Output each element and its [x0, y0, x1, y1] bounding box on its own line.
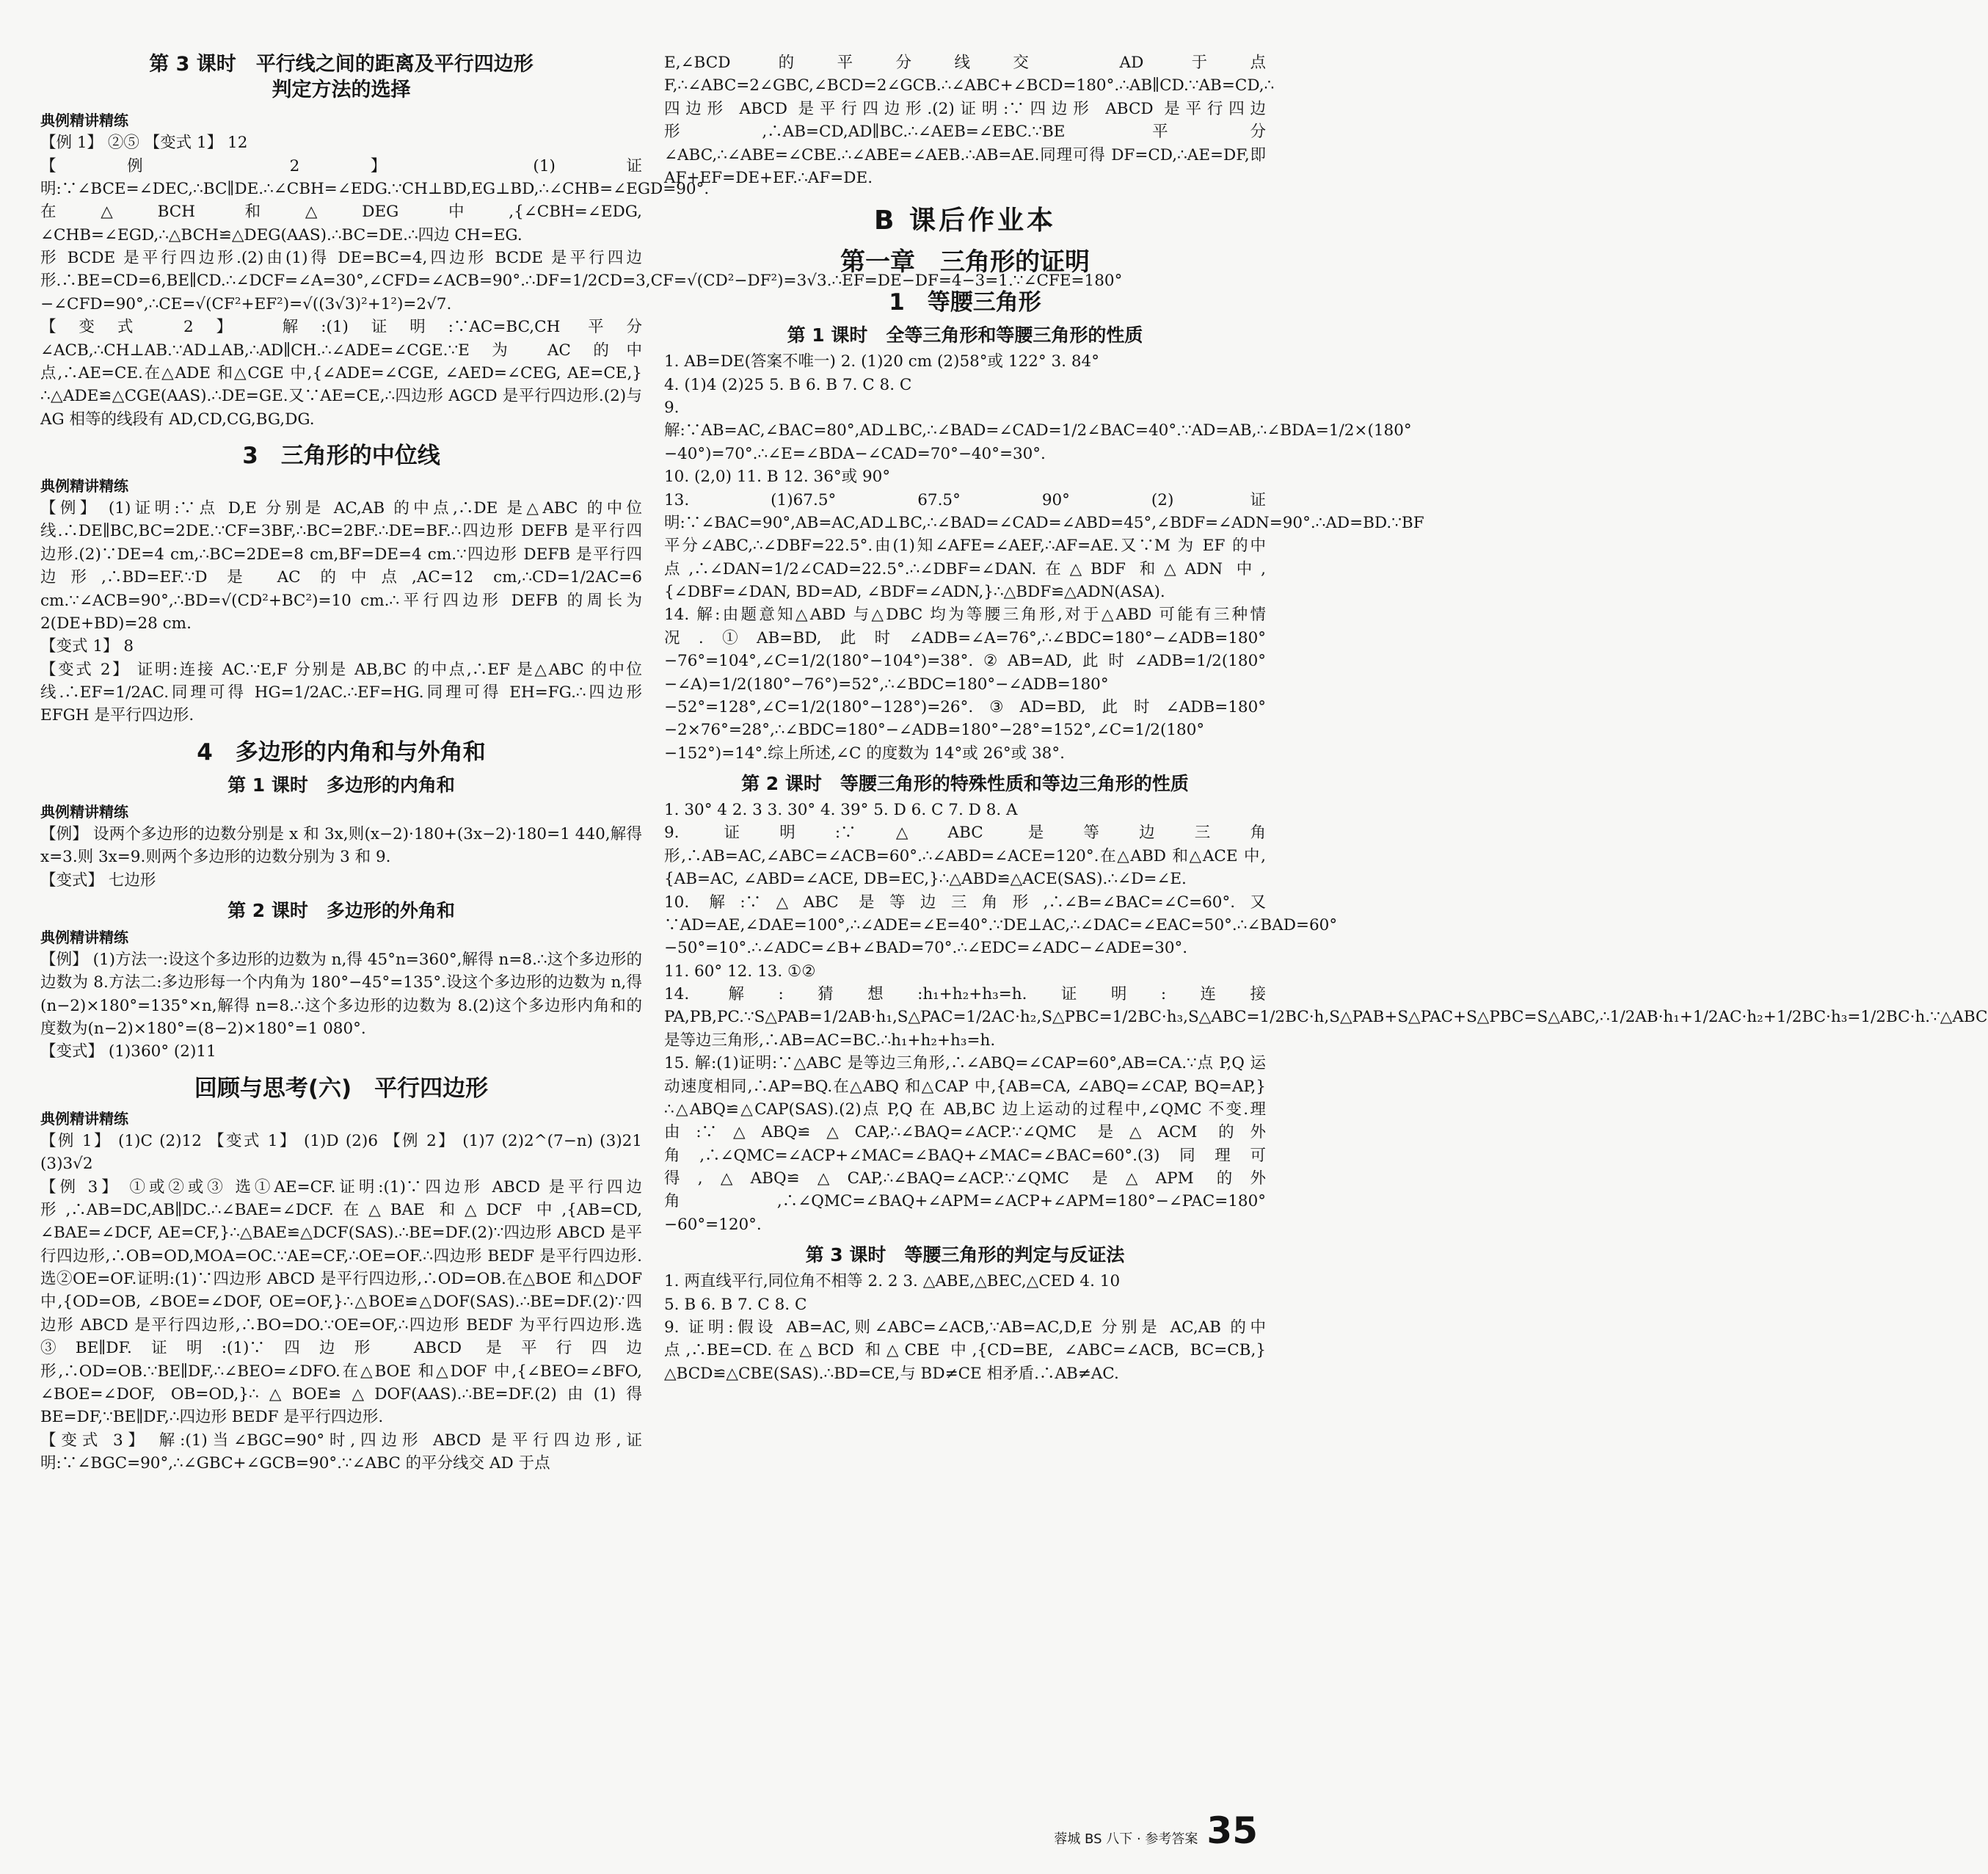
- answer-paragraph: 9. 证明:假设 AB=AC,则∠ABC=∠ACB,∵AB=AC,D,E 分别是 AC,AB 的中点,∴BE=CD.在△BCD 和△CBE 中,{CD=BE, ∠ABC=∠ACB, BC=CB,}△BCD≌△CBE(SAS).∴BD=CE,与 BD≠CE 相矛盾.∴AB≠AC.: [664, 1318, 1266, 1383]
- lesson-title: 第 1 课时 全等三角形和等腰三角形的性质: [787, 324, 1143, 346]
- answer-paragraph: 【变式 2】 证明:连接 AC.∵E,F 分别是 AB,BC 的中点,∴EF 是△ABC 的中位线.∴EF=1/2AC.同理可得 HG=1/2AC.∴EF=HG.同理可得 EH=FG.∴四边形 EFGH 是平行四边形.: [40, 660, 642, 725]
- lesson-title: 第 2 课时 等腰三角形的特殊性质和等边三角形的性质: [741, 773, 1189, 794]
- lesson-title: 第 1 课时 多边形的内角和: [227, 774, 455, 796]
- chapter-title: 第一章 三角形的证明: [840, 247, 1090, 277]
- section-title-isosceles: 1 等腰三角形: [889, 289, 1041, 316]
- subheading: 典例精讲精练: [40, 477, 128, 495]
- right-column: [664, 51, 1988, 1385]
- footer-label: 蓉城 BS 八下 · 参考答案: [1054, 1831, 1198, 1847]
- answer-line: 5. B 6. B 7. C 8. C: [664, 1295, 807, 1314]
- answer-paragraph: 【例】 (1)方法一:设这个多边形的边数为 n,得 45°n=360°,解得 n=8.∴这个多边形的边数为 8.方法二:多边形每一个内角为 180°−45°=135°.设这个多边形的边数为 n,得(n−2)×180°=135°×n,解得 n=8.∴这个多边形的边数为 8.(2)这个多边形内角和的度数为(n−2)×180°=(8−2)×180°=1 080°.: [40, 950, 642, 1039]
- answer-paragraph: 【例 2】 (1)证明:∵∠BCE=∠DEC,∴BC∥DE.∴∠CBH=∠EDG.∵CH⊥BD,EG⊥BD,∴∠CHB=∠EGD=90°.在△BCH 和△DEG 中,{∠CBH=∠EDG, ∠CHB=∠EGD,∴△BCH≌△DEG(AAS).∴BC=DE.∴四边 CH=EG.: [40, 156, 710, 244]
- homework-title: B 课后作业本: [874, 206, 1056, 236]
- subheading: 典例精讲精练: [40, 1109, 128, 1127]
- answer-paragraph: 形 BCDE 是平行四边形.(2)由(1)得 DE=BC=4,四边形 BCDE 是平行四边形.∴BE=CD=6,BE∥CD.∴∠DCF=∠A=30°,∠CFD=∠ACB=90°.∴DF=1/2CD=3,CF=√(CD²−DF²)=3√3.∴EF=DE−DF=4−3=1.∵∠CFE=180°−∠CFD=90°,∴CE=√(CF²+EF²)=√((3√3)²+1²)=2√7.: [40, 249, 1123, 313]
- answer-paragraph: 【变式】 (1)360° (2)11: [40, 1042, 216, 1061]
- answer-paragraph: 9. 证明:∵△ABC 是等边三角形,∴AB=AC,∠ABC=∠ACB=60°.∴∠ABD=∠ACE=120°.在△ABD 和△ACE 中,{AB=AC, ∠ABD=∠ACE, DB=EC,}∴△ABD≌△ACE(SAS).∴∠D=∠E.: [664, 824, 1266, 889]
- answer-paragraph: 14. 解:猜想:h₁+h₂+h₃=h.证明:连接 PA,PB,PC.∵S△PAB=1/2AB·h₁,S△PAC=1/2AC·h₂,S△PBC=1/2BC·h₃,S△ABC=1/2BC·h,S△PAB+S△PAC+S△PBC=S△ABC,∴1/2AB·h₁+1/2AC·h₂+1/2BC·h₃=1/2BC·h.∵△ABC 是等边三角形,∴AB=AC=BC.∴h₁+h₂+h₃=h.: [664, 985, 1988, 1050]
- section-title-midline: 3 三角形的中位线: [242, 443, 440, 470]
- answer-paragraph: 【变式】 七边形: [40, 871, 156, 890]
- answer-paragraph: 14. 解:由题意知△ABD 与△DBC 均为等腰三角形,对于△ABD 可能有三种情况.①AB=BD,此时∠ADB=∠A=76°,∴∠BDC=180°−∠ADB=180°−76°=104°,∠C=1/2(180°−104°)=38°.②AB=AD,此时∠ADB=1/2(180°−∠A)=1/2(180°−76°)=52°,∴∠BDC=180°−∠ADB=180°−52°=128°,∠C=1/2(180°−128°)=26°.③AD=BD,此时∠ADB=180°−2×76°=28°,∴∠BDC=180°−∠ADB=180°−28°=152°,∠C=1/2(180°−152°)=14°.综上所述,∠C 的度数为 14°或 26°或 38°.: [664, 606, 1266, 763]
- answer-paragraph: 【变式 3】 解:(1)当∠BGC=90°时,四边形 ABCD 是平行四边形,证明:∵∠BGC=90°,∴∠GBC+∠GCB=90°.∵∠ABC 的平分线交 AD 于点: [40, 1431, 642, 1473]
- section-title-polygon: 4 多边形的内角和与外角和: [197, 738, 486, 766]
- lesson-title: 第 3 课时 等腰三角形的判定与反证法: [805, 1244, 1125, 1266]
- subheading: 典例精讲精练: [40, 802, 128, 821]
- answer-paragraph: 【变式 2】 解:(1)证明:∵AC=BC,CH 平分∠ACB,∴CH⊥AB.∵AD⊥AB,∴AD∥CH.∴∠ADE=∠CGE.∵E 为 AC 的中点,∴AE=CE.在△ADE 和△CGE 中,{∠ADE=∠CGE, ∠AED=∠CEG, AE=CE,}∴△ADE≌△CGE(AAS).∴DE=GE.又∵AE=CE,∴四边形 AGCD 是平行四边形.(2)与 AG 相等的线段有 AD,CD,CG,BG,DG.: [40, 318, 642, 429]
- page-number: 35: [1206, 1809, 1258, 1852]
- answer-line: 10. (2,0) 11. B 12. 36°或 90°: [664, 468, 891, 487]
- answer-paragraph: E,∠BCD 的平分线交 AD 于点 F,∴∠ABC=2∠GBC,∠BCD=2∠GCB.∴∠ABC+∠BCD=180°.∴AB∥CD.∵AB=CD,∴四边形 ABCD 是平行四边形.(2)证明:∵四边形 ABCD 是平行四边形,∴AB=CD,AD∥BC.∴∠AEB=∠EBC.∵BE 平分∠ABC,∴∠ABE=∠CBE.∴∠ABE=∠AEB.∴AB=AE.同理可得 DF=CD,∴AE=DF,即 AF+EF=DE+EF.∴AF=DE.: [664, 54, 1275, 187]
- answer-line: 1. 两直线平行,同位角不相等 2. 2 3. △ABE,△BEC,△CED 4. 10: [664, 1272, 1121, 1291]
- answer-paragraph: 13. (1)67.5° 67.5° 90° (2)证明:∵∠BAC=90°,AB=AC,AD⊥BC,∴∠BAD=∠CAD=∠ABD=45°,∠BDF=∠ADN=90°.∴AD=BD.∵BF 平分∠ABC,∴∠DBF=22.5°.由(1)知∠AFE=∠AEF,∴AF=AE.又∵M 为 EF 的中点,∴∠DAN=1/2∠CAD=22.5°.∴∠DBF=∠DAN.在△BDF 和△ADN 中,{∠DBF=∠DAN, BD=AD, ∠BDF=∠ADN,}∴△BDF≌△ADN(ASA).: [664, 490, 1424, 601]
- answer-paragraph: 【例 1】 (1)C (2)12 【变式 1】 (1)D (2)6 【例 2】 (1)7 (2)2^(7−n) (3)21 (3)3√2: [40, 1131, 642, 1174]
- answer-line: 11. 60° 12. 13. ①②: [664, 962, 816, 981]
- answer-paragraph: 【例 3】 ①或②或③ 选①AE=CF.证明:(1)∵四边形 ABCD 是平行四边形,∴AB=DC,AB∥DC.∴∠BAE=∠DCF.在△BAE 和△DCF 中,{AB=CD, ∠BAE=∠DCF, AE=CF,}∴△BAE≌△DCF(SAS).∴BE=DF.(2)∵四边形 ABCD 是平行四边形,∴OB=OD,MOA=OC.∵AE=CF,∴OE=OF.∴四边形 BEDF 是平行四边形.选②OE=OF.证明:(1)∵四边形 ABCD 是平行四边形,∴OD=OB.在△BOE 和△DOF 中,{OD=OB, ∠BOE=∠DOF, OE=OF,}∴△BOE≌△DOF(SAS).∴BE=DF.(2)∵四边形 ABCD 是平行四边形,∴BO=DO.∵OE=OF,∴四边形 BEDF 为平行四边形.选③BE∥DF.证明:(1)∵四边形 ABCD 是平行四边形,∴OD=OB.∵BE∥DF,∴∠BEO=∠DFO.在△BOE 和△DOF 中,{∠BEO=∠BFO, ∠BOE=∠DOF, OB=OD,}∴△BOE≌△DOF(AAS).∴BE=DF.(2)由(1)得 BE=DF,∵BE∥DF,∴四边形 BEDF 是平行四边形.: [40, 1177, 642, 1427]
- answer-paragraph: 【例 1】 ②⑤ 【变式 1】 12: [40, 134, 248, 153]
- answer-line: 4. (1)4 (2)25 5. B 6. B 7. C 8. C: [664, 375, 912, 394]
- answer-paragraph: 15. 解:(1)证明:∵△ABC 是等边三角形,∴∠ABQ=∠CAP=60°,AB=CA.∵点 P,Q 运动速度相同,∴AP=BQ.在△ABQ 和△CAP 中,{AB=CA, ∠ABQ=∠CAP, BQ=AP,}∴△ABQ≌△CAP(SAS).(2)点 P,Q 在 AB,BC 边上运动的过程中,∠QMC 不变.理由:∵△ABQ≌△CAP,∴∠BAQ=∠ACP.∵∠QMC 是△ACM 的外角,∴∠QMC=∠ACP+∠MAC=∠BAQ+∠MAC=∠BAC=60°.(3)同理可得,△ABQ≌△CAP,∴∠BAQ=∠ACP.∵∠QMC 是△APM 的外角,∴∠QMC=∠BAQ+∠APM=∠ACP+∠APM=180°−∠PAC=180°−60°=120°.: [664, 1054, 1266, 1234]
- subheading: 典例精讲精练: [40, 112, 128, 130]
- answer-paragraph: 【例】 (1)证明:∵点 D,E 分别是 AC,AB 的中点,∴DE 是△ABC 的中位线.∴DE∥BC,BC=2DE.∵CF=3BF,∴BC=2BF.∴DE=BF.∴四边形 DEFB 是平行四边形.(2)∵DE=4 cm,∴BC=2DE=8 cm,BF=DE=4 cm.∵四边形 DEFB 是平行四边形,∴BD=EF.∵D 是 AC 的中点,AC=12 cm,∴CD=1/2AC=6 cm.∵∠ACB=90°,∴BD=√(CD²+BC²)=10 cm.∴平行四边形 DEFB 的周长为 2(DE+BD)=28 cm.: [40, 499, 642, 633]
- subheading: 典例精讲精练: [40, 928, 128, 946]
- answer-paragraph: 【变式 1】 8: [40, 637, 134, 656]
- section-title-review: 回顾与思考(六) 平行四边形: [194, 1075, 489, 1102]
- lesson-title: 第 2 课时 多边形的外角和: [227, 899, 455, 921]
- answer-paragraph: 10. 解:∵△ABC 是等边三角形,∴∠B=∠BAC=∠C=60°.又∵AD=AE,∠DAE=100°,∴∠ADE=∠E=40°.∵DE⊥AC,∴∠DAC=∠EAC=50°.∴∠BAD=60°−50°=10°.∴∠ADC=∠B+∠BAD=70°.∴∠EDC=∠ADC−∠ADE=30°.: [664, 893, 1338, 958]
- answer-line: 1. 30° 4 2. 3 3. 30° 4. 39° 5. D 6. C 7. D 8. A: [664, 801, 1018, 819]
- answer-paragraph: 9. 解:∵AB=AC,∠BAC=80°,AD⊥BC,∴∠BAD=∠CAD=1/2∠BAC=40°.∵AD=AB,∴∠BDA=1/2×(180°−40°)=70°.∴∠E=∠BDA−∠CAD=70°−40°=30°.: [664, 399, 1412, 463]
- answer-paragraph: 【例】 设两个多边形的边数分别是 x 和 3x,则(x−2)·180+(3x−2)·180=1 440,解得 x=3.则 3x=9.则两个多边形的边数分别为 3 和 9.: [40, 824, 642, 867]
- page-footer: [1054, 1809, 1258, 1852]
- answer-line: 1. AB=DE(答案不唯一) 2. (1)20 cm (2)58°或 122° 3. 84°: [664, 352, 1099, 371]
- section-title-parallel-distance: 第 3 课时 平行线之间的距离及平行四边形 判定方法的选择: [149, 53, 534, 102]
